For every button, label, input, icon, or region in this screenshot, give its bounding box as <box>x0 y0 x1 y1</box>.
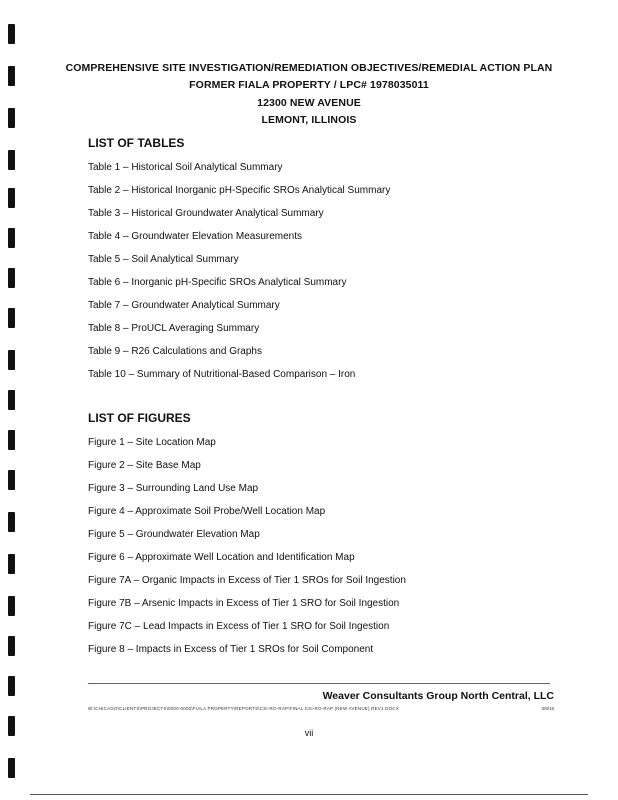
figure-entry: Figure 7C – Lead Impacts in Excess of Tier 1 SRO for Soil Ingestion <box>88 621 390 632</box>
figure-entry: Figure 7B – Arsenic Impacts in Excess of Tier 1 SRO for Soil Ingestion <box>88 598 400 609</box>
header-title: COMPREHENSIVE SITE INVESTIGATION/REMEDIATION OBJECTIVES/REMEDIAL ACTION PLAN <box>65 62 553 74</box>
table-entry: Table 6 – Inorganic pH-Specific SROs Analytical Summary <box>88 277 347 288</box>
figure-entry: Figure 4 – Approximate Soil Probe/Well Location Map <box>88 506 326 517</box>
binding-hole <box>8 268 15 288</box>
binding-hole <box>8 512 15 532</box>
figure-entry: Figure 1 – Site Location Map <box>88 437 216 448</box>
footer-date: 3/9/18 <box>541 706 554 711</box>
figure-entry: Figure 7A – Organic Impacts in Excess of Tier 1 SROs for Soil Ingestion <box>88 575 406 586</box>
binding-hole <box>8 636 15 656</box>
binding-hole <box>8 390 15 410</box>
binding-hole <box>8 554 15 574</box>
binding-hole <box>8 308 15 328</box>
table-entry: Table 8 – ProUCL Averaging Summary <box>88 323 260 334</box>
binding-hole <box>8 350 15 370</box>
binding-hole <box>8 430 15 450</box>
binding-hole <box>8 228 15 248</box>
header-property: FORMER FIALA PROPERTY / LPC# 1978035011 <box>189 79 429 92</box>
figure-entry: Figure 3 – Surrounding Land Use Map <box>88 483 259 494</box>
binding-hole <box>8 676 15 696</box>
document-header <box>0 60 618 129</box>
figures-list <box>88 431 406 661</box>
table-entry: Table 2 – Historical Inorganic pH-Specific SROs Analytical Summary <box>88 185 391 196</box>
header-address: 12300 NEW AVENUE <box>257 96 361 109</box>
table-entry: Table 5 – Soil Analytical Summary <box>88 254 239 265</box>
figure-entry: Figure 8 – Impacts in Excess of Tier 1 SROs for Soil Component <box>88 644 374 655</box>
binding-hole <box>8 758 15 778</box>
footer-company: Weaver Consultants Group North Central, LLC <box>322 690 554 702</box>
tables-list <box>88 156 390 386</box>
list-of-figures-heading: LIST OF FIGURES <box>88 411 191 425</box>
binding-hole <box>8 24 15 44</box>
table-entry: Table 3 – Historical Groundwater Analytical Summary <box>88 208 324 219</box>
figure-entry: Figure 2 – Site Base Map <box>88 460 201 471</box>
binding-hole <box>8 150 15 170</box>
page-number: vii <box>304 728 314 738</box>
table-entry: Table 10 – Summary of Nutritional-Based Comparison – Iron <box>88 369 356 380</box>
table-entry: Table 9 – R26 Calculations and Graphs <box>88 346 262 357</box>
binding-hole <box>8 596 15 616</box>
list-of-tables-heading: LIST OF TABLES <box>88 136 185 150</box>
header-city: LEMONT, ILLINOIS <box>261 113 357 126</box>
binding-hole <box>8 188 15 208</box>
scan-edge-line <box>30 794 588 795</box>
figure-entry: Figure 6 – Approximate Well Location and Identification Map <box>88 552 355 563</box>
table-entry: Table 1 – Historical Soil Analytical Summary <box>88 162 283 173</box>
table-entry: Table 7 – Groundwater Analytical Summary <box>88 300 280 311</box>
footer-file-path: W:\CHICAGO\CLIENTS\PROJECTS\0000-0000\FIALA PROPERTY\REPORTS\CSI-RO-RAP\FINAL CSI-RO-RAP (NEW AVENUE) REV1.DOCX <box>88 706 399 711</box>
footer-rule <box>88 683 550 684</box>
table-entry: Table 4 – Groundwater Elevation Measurements <box>88 231 303 242</box>
binding-hole <box>8 470 15 490</box>
figure-entry: Figure 5 – Groundwater Elevation Map <box>88 529 260 540</box>
